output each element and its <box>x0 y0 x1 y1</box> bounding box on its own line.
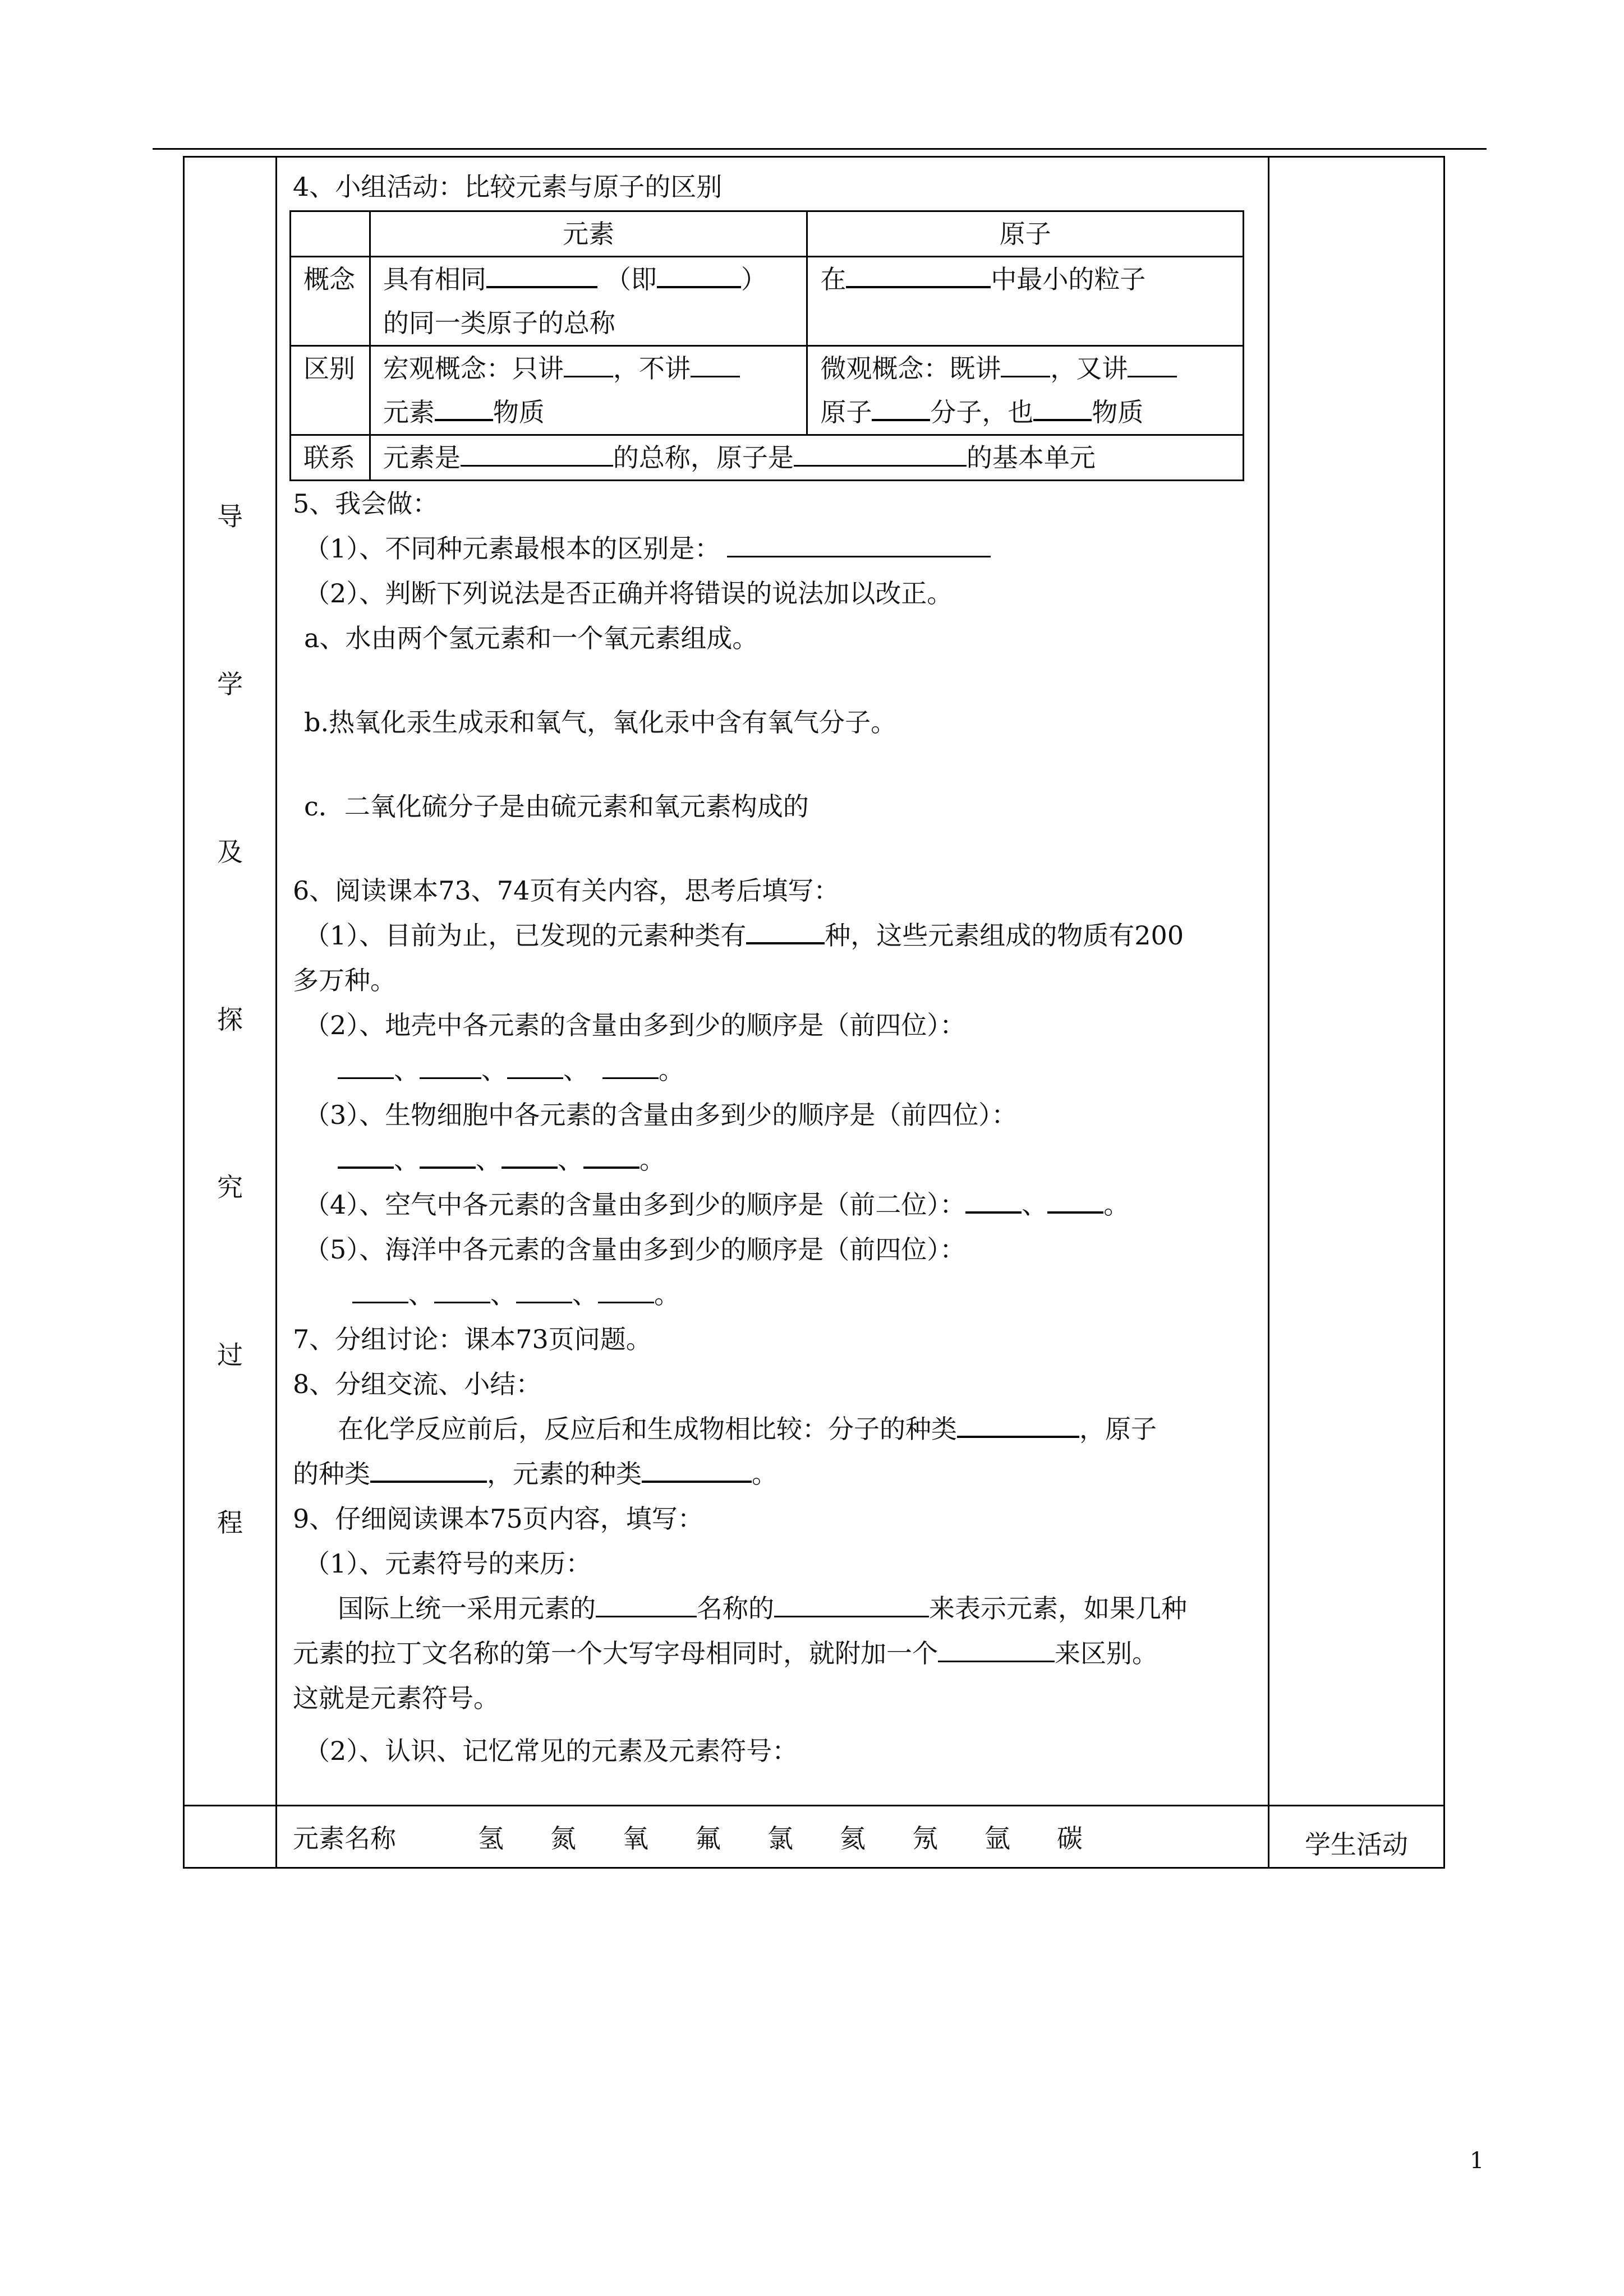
item4-title: 4、小组活动：比较元素与原子的区别 <box>293 172 723 202</box>
side-label: 及 <box>217 837 243 867</box>
fill-blank[interactable] <box>965 1187 1022 1214</box>
fill-blank[interactable] <box>352 1277 408 1303</box>
side-label: 过 <box>217 1340 243 1370</box>
fill-blank[interactable] <box>1033 394 1092 421</box>
element-name: 氧 <box>623 1823 648 1854</box>
fill-blank[interactable] <box>727 531 991 557</box>
item9-p1: 国际上统一采用元素的 名称的 来表示元素，如果几种 <box>293 1586 1268 1631</box>
item5-q2: （2）、判断下列说法是否正确并将错误的说法加以改正。 <box>304 578 953 608</box>
item5-q1: （1）、不同种元素最根本的区别是： <box>293 526 1268 571</box>
cmp-cell: 具有相同 （即 ） 的同一类原子的总称 <box>370 257 807 346</box>
header-rule <box>153 148 1487 150</box>
fill-blank[interactable] <box>602 1053 659 1079</box>
fill-blank[interactable] <box>957 1411 1079 1438</box>
element-name: 氩 <box>984 1823 1010 1854</box>
item5-title: 5、我会做： <box>293 488 439 519</box>
side-label: 探 <box>217 1004 243 1035</box>
page-number: 1 <box>1470 2148 1484 2174</box>
item6-q4: （4）、空气中各元素的含量由多到少的顺序是（前二位）： 、 。 <box>293 1182 1268 1227</box>
item9-sub2: （2）、认识、记忆常见的元素及元素符号： <box>304 1736 798 1766</box>
fill-blank[interactable] <box>370 1456 487 1483</box>
cmp-cell: 微观概念：既讲 ，又讲 原子 分子，也 物质 <box>807 346 1244 435</box>
fill-blank[interactable] <box>1128 351 1177 377</box>
fill-blank[interactable] <box>564 351 613 377</box>
side-label: 学 <box>217 669 243 699</box>
fill-blank[interactable] <box>774 1591 929 1617</box>
item6-q5: （5）、海洋中各元素的含量由多到少的顺序是（前四位）： <box>304 1234 966 1265</box>
item8-line2: 的种类 ，元素的种类 。 <box>293 1451 1268 1496</box>
element-name: 氖 <box>912 1823 938 1854</box>
item6-q2: （2）、地壳中各元素的含量由多到少的顺序是（前四位）： <box>304 1010 966 1040</box>
fill-blank[interactable] <box>846 261 991 288</box>
comparison-table <box>289 210 1244 481</box>
cmp-header-atom: 原子 <box>807 211 1244 257</box>
fill-blank[interactable] <box>486 261 597 288</box>
fill-blank[interactable] <box>596 1591 697 1617</box>
item9-p3: 这就是元素符号。 <box>293 1683 499 1713</box>
side-label: 导 <box>217 501 243 532</box>
fill-blank[interactable] <box>691 351 740 377</box>
element-names-label: 元素名称 <box>293 1823 396 1854</box>
element-name: 氯 <box>767 1823 793 1854</box>
element-name: 氢 <box>478 1823 504 1854</box>
cmp-cell: 元素是 的总称，原子是 的基本单元 <box>370 435 1243 481</box>
fill-blank[interactable] <box>746 918 825 944</box>
side-label-column <box>184 157 277 1806</box>
fill-blank[interactable] <box>461 440 613 467</box>
cmp-cell: 宏观概念：只讲 ，不讲 元素 物质 <box>370 346 807 435</box>
cmp-header-blank <box>291 211 370 257</box>
element-name: 氦 <box>840 1823 866 1854</box>
fill-blank[interactable] <box>435 394 493 421</box>
lesson-table <box>183 156 1445 1869</box>
item9-title: 9、仔细阅读课本75页内容，填写： <box>293 1504 703 1534</box>
element-name: 氟 <box>695 1823 721 1854</box>
fill-blank[interactable] <box>583 1142 640 1169</box>
fill-blank[interactable] <box>657 261 741 288</box>
item7: 7、分组讨论：课本73页问题。 <box>293 1324 652 1354</box>
fill-blank[interactable] <box>420 1053 481 1079</box>
item6-q5-blanks: 、 、 、 。 <box>293 1272 1268 1317</box>
student-activity-label: 学生活动 <box>1305 1829 1408 1860</box>
fill-blank[interactable] <box>794 440 967 467</box>
fill-blank[interactable] <box>420 1142 476 1169</box>
item6-q3-blanks: 、 、 、 。 <box>293 1137 1268 1182</box>
bottom-left-cell <box>184 1806 277 1868</box>
element-names-cell <box>277 1806 1269 1868</box>
item6-q2-blanks: 、 、 、 。 <box>293 1048 1268 1092</box>
element-name: 碳 <box>1057 1823 1083 1854</box>
fill-blank[interactable] <box>1001 351 1050 377</box>
fill-blank[interactable] <box>642 1456 752 1483</box>
right-column <box>1269 157 1444 1806</box>
side-label: 究 <box>217 1172 243 1202</box>
item6-title: 6、阅读课本73、74页有关内容，思考后填写： <box>293 875 840 906</box>
fill-blank[interactable] <box>516 1277 572 1303</box>
item9-p2: 元素的拉丁文名称的第一个大写字母相同时，就附加一个 来区别。 <box>293 1631 1268 1676</box>
fill-blank[interactable] <box>502 1142 558 1169</box>
fill-blank[interactable] <box>434 1277 490 1303</box>
side-label: 程 <box>217 1507 243 1538</box>
fill-blank[interactable] <box>872 394 930 421</box>
cmp-cell: 在 中最小的粒子 <box>807 257 1244 346</box>
cmp-row-label: 区别 <box>291 346 370 435</box>
content-column <box>277 157 1269 1806</box>
fill-blank[interactable] <box>938 1636 1055 1662</box>
cmp-row-label: 联系 <box>291 435 370 481</box>
item5-qc: c．二氧化硫分子是由硫元素和氧元素构成的 <box>304 791 809 822</box>
item6-q1: （1）、目前为止，已发现的元素种类有 种，这些元素组成的物质有200 <box>293 913 1268 958</box>
item5-qb: b.热氧化汞生成汞和氧气，氧化汞中含有氧气分子。 <box>304 707 897 737</box>
item8-line1: 在化学反应前后，反应后和生成物相比较：分子的种类 ，原子 <box>293 1407 1268 1451</box>
item8-title: 8、分组交流、小结： <box>293 1369 542 1399</box>
fill-blank[interactable] <box>338 1142 394 1169</box>
cmp-row-label: 概念 <box>291 257 370 346</box>
fill-blank[interactable] <box>1047 1187 1103 1214</box>
fill-blank[interactable] <box>338 1053 394 1079</box>
student-activity-cell <box>1269 1806 1444 1868</box>
item6-q3: （3）、生物细胞中各元素的含量由多到少的顺序是（前四位）： <box>304 1100 1018 1130</box>
item9-sub1: （1）、元素符号的来历： <box>304 1548 592 1579</box>
cmp-header-element: 元素 <box>370 211 807 257</box>
fill-blank[interactable] <box>507 1053 563 1079</box>
fill-blank[interactable] <box>598 1277 654 1303</box>
element-name: 氮 <box>550 1823 576 1854</box>
item5-qa: a、水由两个氢元素和一个氧元素组成。 <box>304 623 758 653</box>
item6-q1-cont: 多万种。 <box>293 965 396 995</box>
